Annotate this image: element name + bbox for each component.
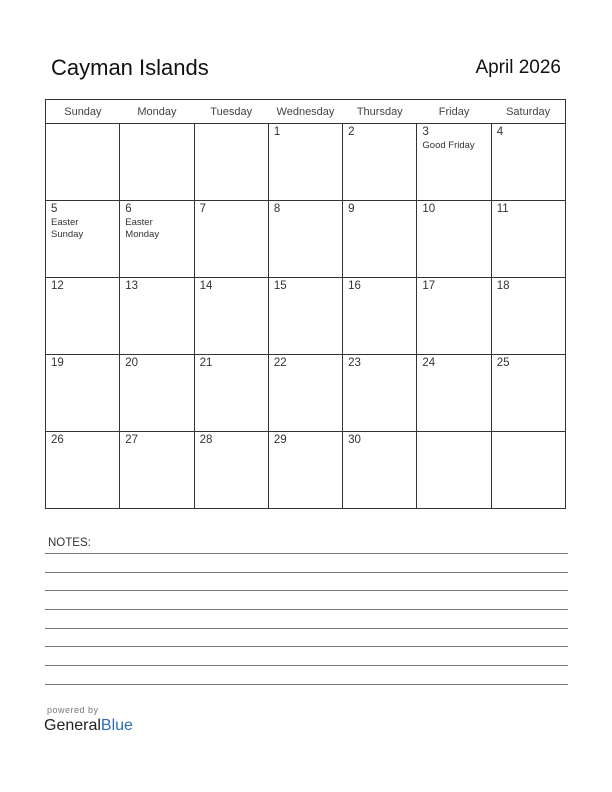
weekday-saturday: Saturday: [491, 100, 565, 124]
day-number: 24: [422, 357, 436, 369]
holiday-label: Easter Sunday: [51, 217, 84, 240]
day-number: 2: [348, 126, 355, 138]
day-cell: [343, 355, 417, 432]
day-cell: [46, 278, 120, 355]
week-row: [46, 124, 566, 201]
weekday-sunday: Sunday: [46, 100, 120, 124]
holiday-label: Easter Monday: [125, 217, 160, 240]
notes-label: NOTES:: [48, 537, 91, 549]
day-number: 7: [199, 203, 206, 215]
day-cell: [343, 201, 417, 278]
weekday-thursday: Thursday: [343, 100, 417, 124]
day-number: 4: [496, 126, 504, 138]
day-number: 30: [348, 434, 361, 446]
note-line: [45, 572, 568, 573]
day-number: 27: [125, 434, 139, 446]
day-number: 6: [125, 203, 132, 215]
day-cell: [120, 201, 194, 278]
note-line: [45, 609, 568, 610]
day-cell: [343, 124, 417, 201]
day-number: 29: [273, 434, 287, 446]
day-number: 11: [496, 203, 509, 215]
day-number: 23: [348, 357, 361, 369]
week-row: [46, 278, 566, 355]
note-line: [45, 628, 568, 629]
day-number: 9: [348, 203, 355, 215]
day-cell: [120, 355, 194, 432]
day-number: 3: [422, 126, 429, 138]
day-number: 18: [496, 280, 510, 292]
holiday-label: Good Friday: [422, 140, 475, 151]
day-cell: [46, 201, 120, 278]
day-cell: [491, 278, 565, 355]
day-cell: [417, 432, 491, 509]
note-line: [45, 553, 568, 554]
day-cell: [491, 355, 565, 432]
day-cell: [120, 124, 194, 201]
day-number: 10: [422, 203, 436, 215]
day-number: 21: [199, 357, 213, 369]
day-cell: [417, 278, 491, 355]
day-number: 20: [125, 357, 139, 369]
note-line: [45, 665, 568, 666]
day-cell: [491, 432, 565, 509]
day-number: 16: [348, 280, 361, 292]
day-number: 17: [422, 280, 436, 292]
day-number: 25: [496, 357, 510, 369]
day-cell: [268, 432, 342, 509]
note-line: [45, 684, 568, 685]
day-cell: [120, 432, 194, 509]
week-row: [46, 355, 566, 432]
weekday-wednesday: Wednesday: [268, 100, 342, 124]
day-number: 22: [273, 357, 287, 369]
brand-logo: [44, 717, 133, 735]
note-line: [45, 590, 568, 591]
day-cell: [46, 124, 120, 201]
day-number: 15: [273, 280, 287, 292]
day-cell: [120, 278, 194, 355]
day-number: 28: [199, 434, 213, 446]
day-cell: [417, 355, 491, 432]
day-cell: [268, 201, 342, 278]
day-cell: [46, 432, 120, 509]
day-cell: [268, 355, 342, 432]
brand-general: General: [44, 717, 101, 734]
day-number: 12: [51, 280, 64, 292]
day-number: 8: [273, 203, 281, 215]
brand-blue: Blue: [100, 717, 133, 734]
day-number: 14: [199, 280, 213, 292]
day-number: 5: [51, 203, 58, 215]
day-cell: [268, 278, 342, 355]
day-cell: [268, 124, 342, 201]
powered-by-text: powered by: [47, 705, 99, 715]
day-cell: [194, 124, 268, 201]
day-cell: [343, 278, 417, 355]
day-cell: [194, 278, 268, 355]
weekday-header-row: [46, 100, 566, 124]
day-cell: [417, 124, 491, 201]
week-row: [46, 432, 566, 509]
day-cell: [194, 355, 268, 432]
day-cell: [491, 201, 565, 278]
weekday-friday: Friday: [417, 100, 491, 124]
day-cell: [194, 432, 268, 509]
day-cell: [194, 201, 268, 278]
page-title: Cayman Islands: [51, 55, 209, 80]
day-number: 1: [273, 126, 281, 138]
day-number: 26: [51, 434, 64, 446]
weekday-tuesday: Tuesday: [194, 100, 268, 124]
weekday-monday: Monday: [120, 100, 194, 124]
note-line: [45, 646, 568, 647]
calendar-grid: [45, 99, 566, 509]
day-cell: [491, 124, 565, 201]
day-number: 13: [125, 280, 139, 292]
day-cell: [46, 355, 120, 432]
day-cell: [417, 201, 491, 278]
day-number: 19: [51, 357, 64, 369]
day-cell: [343, 432, 417, 509]
week-row: [46, 201, 566, 278]
month-year-label: April 2026: [475, 57, 561, 78]
